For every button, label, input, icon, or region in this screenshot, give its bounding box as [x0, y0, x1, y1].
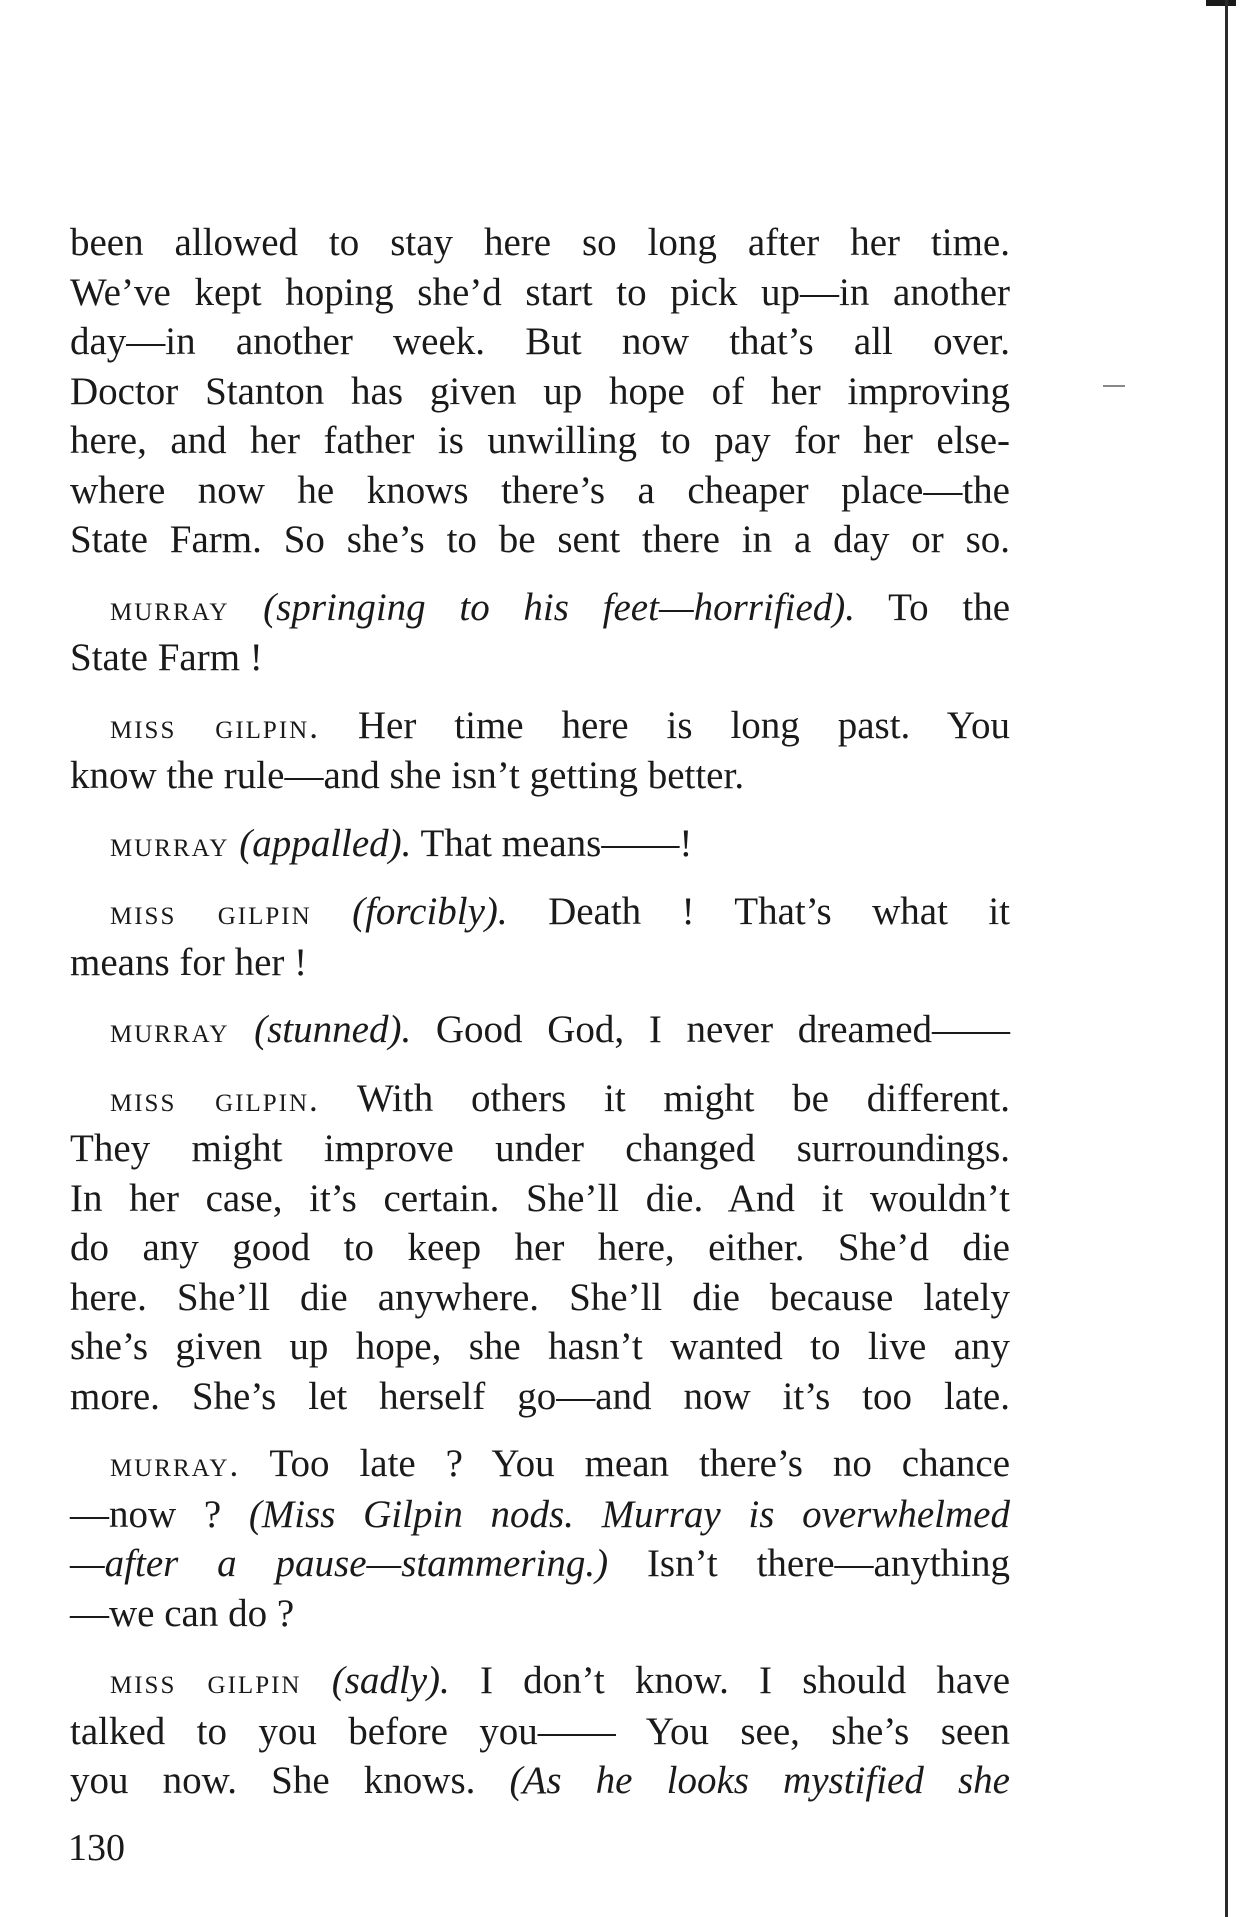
- text-line: where now he knows there’s a cheaper place—the: [70, 468, 1010, 512]
- text-line: day—in another week. But now that’s all over.: [70, 320, 1010, 363]
- speech-text: That means——!: [420, 821, 693, 865]
- speech-text: Death ! That’s what it: [548, 890, 1010, 933]
- page-edge-rule: [1225, 0, 1228, 1917]
- stage-direction: (stunned).: [254, 1008, 412, 1051]
- stage-direction: (appalled).: [239, 821, 412, 865]
- text-line: here, and her father is unwilling to pay for her else-: [70, 419, 1010, 462]
- page-text: [70, 218, 1010, 1806]
- speech-murray-4: [70, 1439, 1010, 1638]
- speaker-name: murray.: [110, 1445, 241, 1484]
- speaker-name: miss gilpin.: [110, 1079, 320, 1119]
- speaker-name: miss gilpin: [110, 893, 312, 932]
- speech-murray-1: [70, 583, 1010, 683]
- speech-gilpin-3: [70, 1074, 1010, 1422]
- page-number: 130: [68, 1827, 125, 1869]
- speech-gilpin-1: [70, 701, 1010, 801]
- speech-text: means for her !: [70, 940, 308, 984]
- speech-murray-3: [70, 1005, 1010, 1056]
- speech-text: They might improve under changed surroundings.: [70, 1127, 1010, 1170]
- speech-text: —we can do ?: [70, 1591, 295, 1635]
- speech-text: do any good to keep her here, either. She’d die: [70, 1226, 1010, 1269]
- speech-text: here. She’ll die anywhere. She’ll die because lately: [70, 1275, 1010, 1319]
- speaker-name: murray: [110, 824, 230, 864]
- speech-text: more. She’s let herself go—and now it’s too late.: [70, 1374, 1010, 1418]
- speech-text: I don’t know. I should have: [479, 1659, 1011, 1702]
- speech-gilpin-4: [70, 1656, 1010, 1806]
- speech-text: you now. She knows.: [70, 1759, 476, 1802]
- stage-direction: (forcibly).: [352, 890, 508, 933]
- speech-text: she’s given up hope, she hasn’t wanted to live any: [70, 1325, 1010, 1368]
- speech-text: Her time here is long past. You: [357, 703, 1011, 747]
- speech-text: —now ?: [70, 1492, 222, 1536]
- page-edge-mark: [1206, 0, 1236, 6]
- speech-text: State Farm !: [70, 636, 263, 679]
- speech-gilpin-2: [70, 887, 1010, 987]
- speaker-name: murray: [110, 588, 230, 628]
- speech-text: talked to you before you—— You see, she’s seen: [70, 1709, 1010, 1753]
- stage-direction: (sadly).: [331, 1659, 450, 1702]
- speech-text: Isn’t there—anything: [646, 1542, 1010, 1585]
- stage-direction: (springing to his feet—horrified).: [263, 585, 856, 629]
- speaker-name: miss gilpin.: [110, 706, 320, 746]
- stage-direction: (As he looks mystified she: [509, 1759, 1010, 1802]
- text-line: We’ve kept hoping she’d start to pick up—in another: [70, 270, 1010, 314]
- speech-text: With others it might be different.: [356, 1076, 1010, 1120]
- speaker-name: murray: [110, 1011, 230, 1050]
- speech-text: To the: [888, 585, 1011, 629]
- speech-text: In her case, it’s certain. She’ll die. And it wouldn’t: [70, 1176, 1010, 1220]
- margin-mark: [1103, 385, 1125, 387]
- speech-murray-2: [70, 819, 1010, 870]
- text-line: Doctor Stanton has given up hope of her improving: [70, 369, 1010, 413]
- speaker-name: miss gilpin: [110, 1662, 302, 1701]
- text-line: been allowed to stay here so long after her time.: [70, 221, 1010, 264]
- text-line: State Farm. So she’s to be sent there in a day or so.: [70, 518, 1010, 561]
- speech-text: know the rule—and she isn’t getting better.: [70, 754, 745, 797]
- speech-text: Too late ? You mean there’s no chance: [269, 1442, 1010, 1485]
- speech-text: Good God, I never dreamed——: [435, 1008, 1011, 1051]
- stage-direction: (Miss Gilpin nods. Murray is overwhelmed: [248, 1492, 1010, 1536]
- stage-direction: —after a pause—stammering.): [70, 1542, 609, 1585]
